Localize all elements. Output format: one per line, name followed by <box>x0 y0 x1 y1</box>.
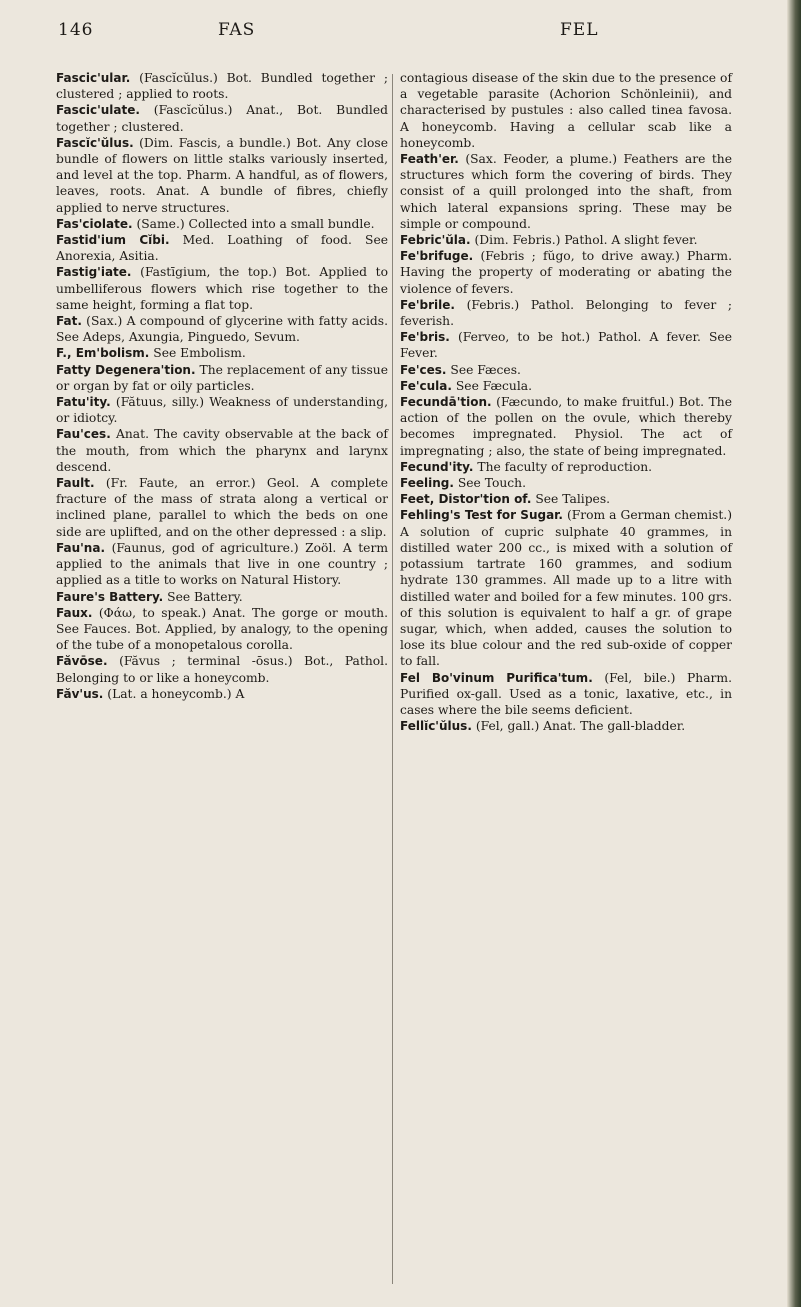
entry: Fe'cula. See Fæcula. <box>400 378 532 393</box>
entry: Fau'na. (Faunus, god of agriculture.) Zoöl. A term applied to the animals that live in one country ; applied as a title to works on Natural History. <box>56 540 388 588</box>
entry: Faux. (Φάω, to speak.) Anat. The gorge or mouth. See Fauces. Bot. Applied, by analogy, to the opening of the tube of a monopetalous corolla. <box>56 605 388 653</box>
entry: Feeling. See Touch. <box>400 476 527 491</box>
right-column <box>400 70 732 734</box>
entry: Fascic'ulate. (Fascĭcŭlus.) Anat., Bot. Bundled together ; clustered. <box>56 103 388 134</box>
entry: Febric'ŭla. (Dim. Febris.) Pathol. A slight fever. <box>400 233 698 248</box>
entry: Fas'ciolate. (Same.) Collected into a small bundle. <box>56 216 375 231</box>
left-running-head: FAS <box>218 20 256 40</box>
entry: Fastig'iate. (Fastīgium, the top.) Bot. Applied to umbelliferous flowers which rise together to the same height, forming a flat top. <box>56 265 388 312</box>
right-running-head: FEL <box>560 20 599 40</box>
entry: Feet, Distor'tion of. See Talipes. <box>400 492 611 507</box>
entry: Fe'ces. See Fæces. <box>400 362 521 377</box>
entry: Faure's Battery. See Battery. <box>56 589 243 604</box>
entry: Feath'er. (Sax. Feoder, a plume.) Feathers are the structures which form the covering of birds. They consist of a quill prolonged into the shaft, from which lateral expansions spring. These may be simple or compound. <box>400 152 732 231</box>
page-number: 146 <box>58 20 94 40</box>
entry: F., Em'bolism. See Embolism. <box>56 346 246 361</box>
left-column <box>56 70 388 702</box>
entry: Fastid'ium Cĭbi. Med. Loathing of food. See Anorexia, Asitia. <box>56 233 388 264</box>
entry: Fehling's Test for Sugar. (From a German chemist.) A solution of cupric sulphate 40 grammes, in distilled water 200 cc., is mixed with a solution of potassium tartrate 160 grammes, and sodium hydrate 130 grammes. All made up to a litre with distilled water and boiled for a few minutes. 100 grs. of this solution is equivalent to half a gr. of grape sugar, which, when added, causes the solution to lose its blue colour and the red sub-oxide of copper to fall. <box>400 508 733 669</box>
entry: Fascĭc'ŭlus. (Dim. Fascis, a bundle.) Bot. Any close bundle of flowers on little stalks variously inserted, and level at the top. Pharm. A handful, as of flowers, leaves, roots. Anat. A bundle of fibres, chiefly applied to nerve structures. <box>56 135 388 215</box>
entry: contagious disease of the skin due to the presence of a vegetable parasite (Achorion Schönleinii), and characterised by pustules : also called tinea favosa. A honeycomb. Having a cellular scab like a honeycomb. <box>400 71 732 150</box>
entry: Fecund'ity. The faculty of reproduction. <box>400 459 653 474</box>
entry: Fascic'ular. (Fascĭcŭlus.) Bot. Bundled together ; clustered ; applied to roots. <box>56 71 388 102</box>
entry: Fe'brifuge. (Febris ; fŭgo, to drive away.) Pharm. Having the property of moderating or abating the violence of fevers. <box>400 249 732 296</box>
entry: Fel Bo'vinum Purifica'tum. (Fel, bile.) Pharm. Purified ox-gall. Used as a tonic, laxative, etc., in cases where the bile seems deficient. <box>400 670 732 717</box>
entry: Fe'bris. (Ferveo, to be hot.) Pathol. A fever. See Fever. <box>400 330 732 361</box>
entry: Fe'brile. (Febris.) Pathol. Belonging to fever ; feverish. <box>400 297 732 329</box>
entry: Fault. (Fr. Faute, an error.) Geol. A complete fracture of the mass of strata along a vertical or inclined plane, parallel to which the beds on one side are uplifted, and on the other depressed : a slip. <box>56 476 388 539</box>
entry: Fau'ces. Anat. The cavity observable at the back of the mouth, from which the pharynx and larynx descend. <box>56 427 388 474</box>
entry: Fatu'ity. (Fătuus, silly.) Weakness of understanding, or idiotcy. <box>56 395 388 426</box>
entry: Fecundā'tion. (Fæcundo, to make fruitful.) Bot. The action of the pollen on the ovule, which thereby becomes impregnated. Physiol. The act of impregnating ; also, the state of being impregnated. <box>400 395 732 458</box>
entry: Făvōse. (Făvus ; terminal -ōsus.) Bot., Pathol. Belonging to or like a honeycomb. <box>56 654 388 685</box>
column-divider <box>392 74 393 1284</box>
entry: Fatty Degenera'tion. The replacement of any tissue or organ by fat or oily particles. <box>56 362 388 393</box>
page-edge-shadow <box>787 0 801 1307</box>
entry: Fat. (Sax.) A compound of glycerine with fatty acids. See Adeps, Axungia, Pinguedo, Sevum. <box>56 314 388 345</box>
entry: Fellĭc'ŭlus. (Fel, gall.) Anat. The gall-bladder. <box>400 719 686 734</box>
entry: Făv'us. (Lat. a honeycomb.) A <box>56 686 245 701</box>
